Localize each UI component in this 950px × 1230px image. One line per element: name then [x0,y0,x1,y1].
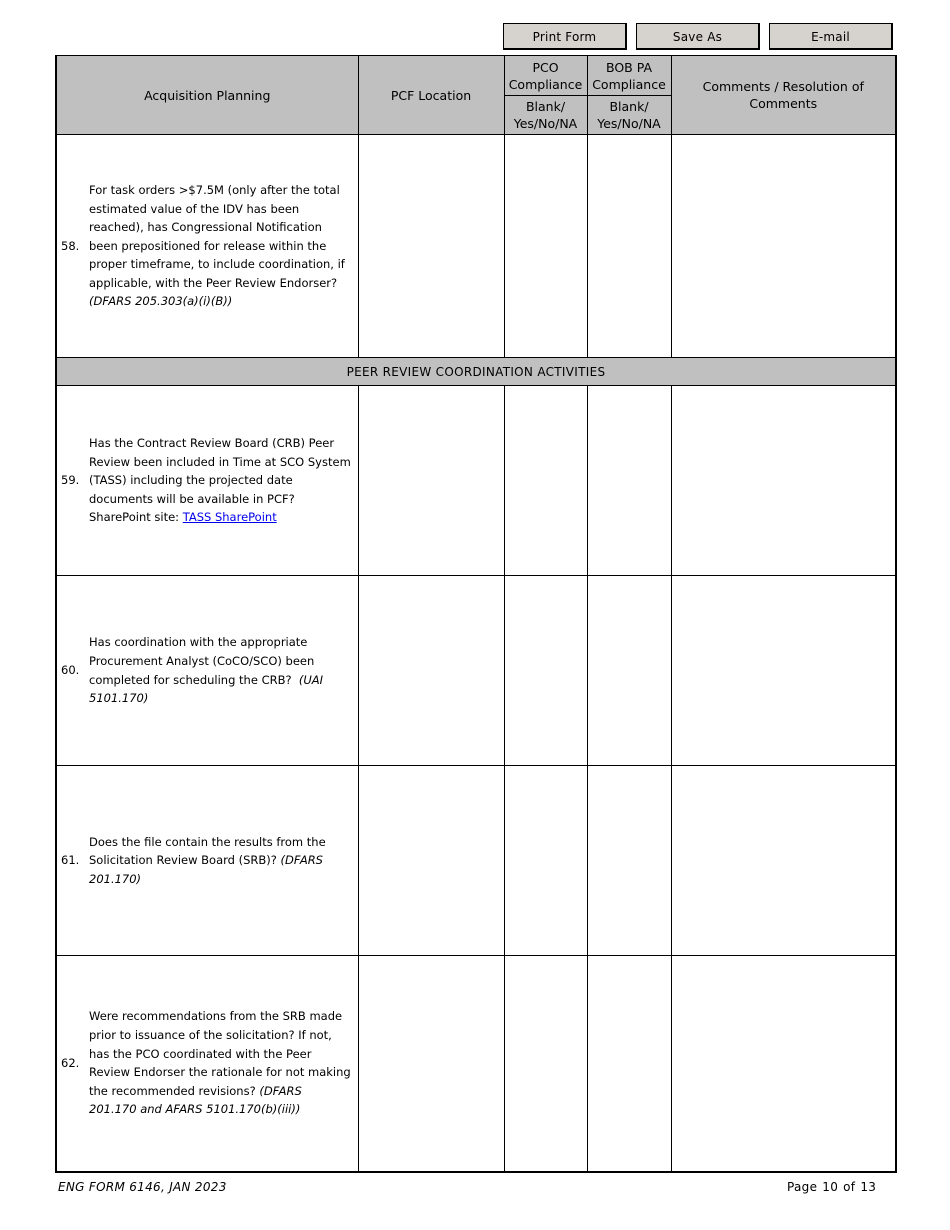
question-number: 58. [61,238,80,253]
email-button[interactable]: E-mail [769,23,893,50]
question-text: Has the Contract Review Board (CRB) Peer Review been included in Time at SCO System (TASS) including the projected date documents will be available in PCF? SharePoint site: TASS SharePoint [89,436,351,525]
question-text: For task orders >$7.5M (only after the total estimated value of the IDV has been reached), has Congressional Notification been prepositioned for release within the proper timeframe, to include coordination, if applicable, with the Peer Review Endorser? (DFARS 205.303(a)(i)(B)) [89,182,345,309]
question-number: 61. [61,853,80,868]
question-reference: (DFARS 201.170) [89,853,323,886]
bob-pa-compliance-field[interactable] [587,135,671,358]
save-as-button[interactable]: Save As [636,23,760,50]
question-row-62 [56,956,896,1172]
pco-compliance-field[interactable] [504,956,587,1172]
question-row-60 [56,576,896,766]
question-number: 59. [61,473,80,488]
page-indicator [787,1180,881,1194]
tass-sharepoint-link[interactable]: TASS SharePoint [182,510,277,525]
section-row [56,358,896,386]
question-cell [56,956,358,1172]
of-label: of [843,1180,856,1194]
comments-field[interactable] [671,576,896,766]
comments-field[interactable] [671,135,896,358]
pco-compliance-field[interactable] [504,576,587,766]
question-row-59 [56,386,896,576]
checklist-table [55,55,897,1173]
question-reference: (DFARS 205.303(a)(i)(B)) [89,294,233,309]
question-reference: (UAI 5101.170) [89,672,324,706]
header-bob-pa-compliance: BOB PA Compliance [587,56,671,96]
bob-pa-compliance-field[interactable] [587,956,671,1172]
page-total: 13 [860,1180,877,1194]
header-acquisition-planning: Acquisition Planning [56,56,358,135]
header-bob-pa-options: Blank/ Yes/No/NA [587,96,671,135]
question-cell [56,576,358,766]
comments-field[interactable] [671,956,896,1172]
pcf-location-field[interactable] [358,956,504,1172]
print-form-button[interactable]: Print Form [503,23,627,50]
question-number: 60. [61,663,80,678]
question-cell [56,766,358,956]
question-cell [56,135,358,358]
pcf-location-field[interactable] [358,766,504,956]
pcf-location-field[interactable] [358,576,504,766]
pco-compliance-field[interactable] [504,766,587,956]
question-number: 62. [61,1055,80,1070]
question-text: Does the file contain the results from the Solicitation Review Board (SRB)? (DFARS 201.170) [89,834,326,886]
question-text: Were recommendations from the SRB made prior to issuance of the solicitation? If not, has the PCO coordinated with the Peer Review Endorser the rationale for not making the recommended revisions? (DFARS 201.170 and AFARS 5101.170(b)(iii)) [89,1009,351,1117]
header-pcf-location: PCF Location [358,56,504,135]
pco-compliance-field[interactable] [504,386,587,576]
header-pco-compliance: PCO Compliance [504,56,587,96]
pcf-location-field[interactable] [358,135,504,358]
page-label: Page [787,1180,818,1194]
header-pco-options: Blank/ Yes/No/NA [504,96,587,135]
question-text: Has coordination with the appropriate Procurement Analyst (CoCO/SCO) been completed for scheduling the CRB? (UAI 5101.170) [89,635,324,706]
question-cell [56,386,358,576]
question-reference: (DFARS 201.170 and AFARS 5101.170(b)(iii)) [89,1083,302,1117]
bob-pa-compliance-field[interactable] [587,386,671,576]
header-comments: Comments / Resolution of Comments [671,56,896,135]
pcf-location-field[interactable] [358,386,504,576]
section-title: PEER REVIEW COORDINATION ACTIVITIES [56,358,896,386]
comments-field[interactable] [671,766,896,956]
form-identifier: ENG FORM 6146, JAN 2023 [58,1180,227,1194]
comments-field[interactable] [671,386,896,576]
bob-pa-compliance-field[interactable] [587,576,671,766]
question-row-61 [56,766,896,956]
pco-compliance-field[interactable] [504,135,587,358]
question-row-58 [56,135,896,358]
page-number: 10 [822,1180,839,1194]
bob-pa-compliance-field[interactable] [587,766,671,956]
